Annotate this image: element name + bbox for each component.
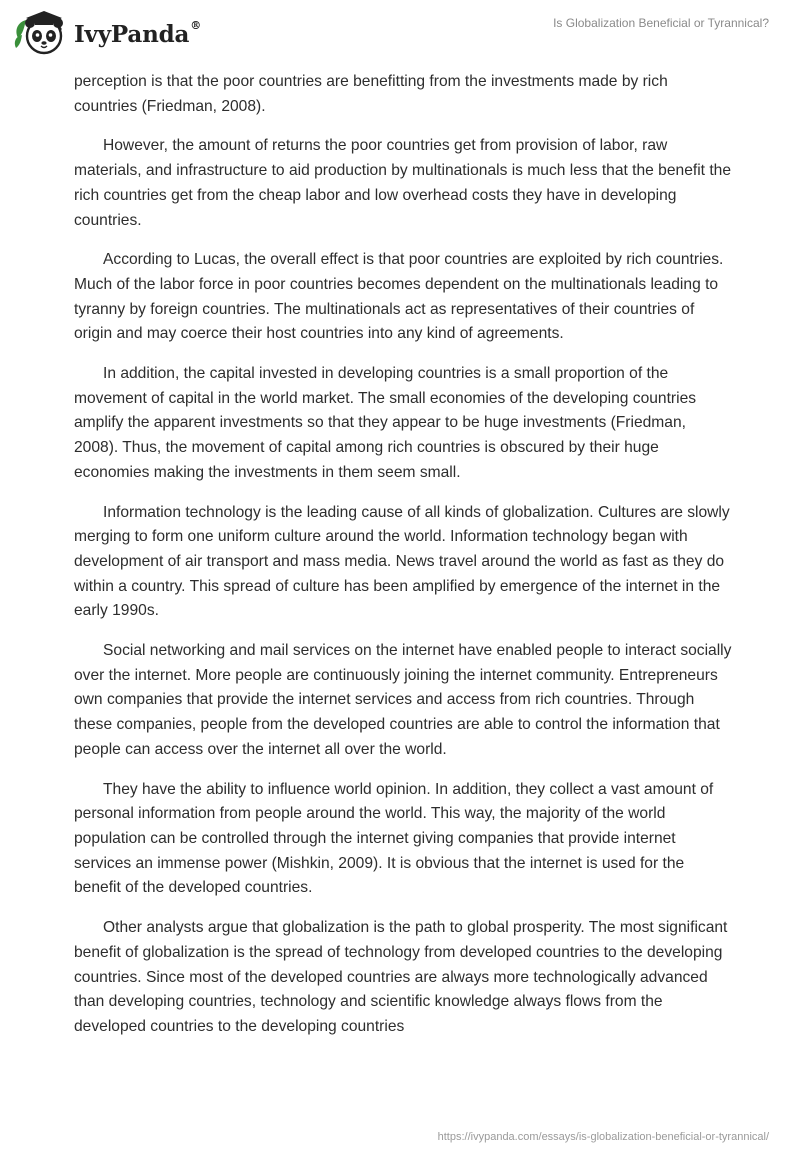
paragraph: Other analysts argue that globalization is the path to global prosperity. The most significant benefit of globalization is the spread of technology from developed countries to the developing countries. Since most of the developed countries are always more technologically advanced than developing countries, technology and scientific knowledge always flows from the developed countries to the developing countries: [74, 919, 728, 1035]
brand-name: [74, 18, 201, 48]
brand-name-text: IvyPanda: [74, 20, 190, 48]
paragraph: According to Lucas, the overall effect is that poor countries are exploited by rich countries. Much of the labor force in poor countries becomes dependent on the multinationals leading to tyranny by foreign countries. The multinationals act as representatives of their countries of origin and may coerce their host countries into any kind of agreements.: [74, 251, 724, 343]
page-header: [0, 0, 800, 70]
paragraph: In addition, the capital invested in developing countries is a small proportion of the movement of capital in the world market. The small economies of the developing countries amplify the apparent investments so that they appear to be huge investments (Friedman, 2008). Thus, the movement of capital among rich countries is obscured by their huge economies making the investments in them seem small.: [74, 365, 697, 481]
essay-body: [74, 70, 734, 1055]
paragraph: Information technology is the leading cause of all kinds of globalization. Cultures are slowly merging to form one uniform culture around the world. Information technology began with development of air transport and mass media. News travel around the world as fast as they do within a country. This spread of culture has been amplified by emergence of the internet in the early 1990s.: [74, 503, 730, 620]
paragraph: However, the amount of returns the poor countries get from provision of labor, raw materials, and infrastructure to aid production by multinationals is much less that the benefit the rich countries get from the cheap labor and low overhead costs they have in developing countries.: [74, 137, 732, 229]
panda-logo-icon: [14, 8, 68, 58]
paragraph: Social networking and mail services on the internet have enabled people to interact socially over the internet. More people are continuously joining the internet community. Entrepreneurs own companies that provide the internet services and access from rich countries. Through these companies, people from the developed countries are able to control the information that people can access over the internet all over the world.: [74, 642, 732, 758]
document-title: Is Globalization Beneficial or Tyrannical?: [553, 16, 769, 30]
ivypanda-logo[interactable]: [14, 8, 201, 58]
paragraph: They have the ability to influence world opinion. In addition, they collect a vast amount of personal information from people around the world. This way, the majority of the world population can be controlled through the internet giving companies that provide internet services an immense power (Mishkin, 2009). It is obvious that the internet is used for the benefit of the developed countries.: [74, 780, 714, 897]
paragraph: perception is that the poor countries are benefitting from the investments made by rich countries (Friedman, 2008).: [74, 73, 668, 115]
source-url-link[interactable]: https://ivypanda.com/essays/is-globalization-beneficial-or-tyrannical/: [437, 1131, 769, 1143]
registered-mark: ®: [190, 18, 201, 32]
